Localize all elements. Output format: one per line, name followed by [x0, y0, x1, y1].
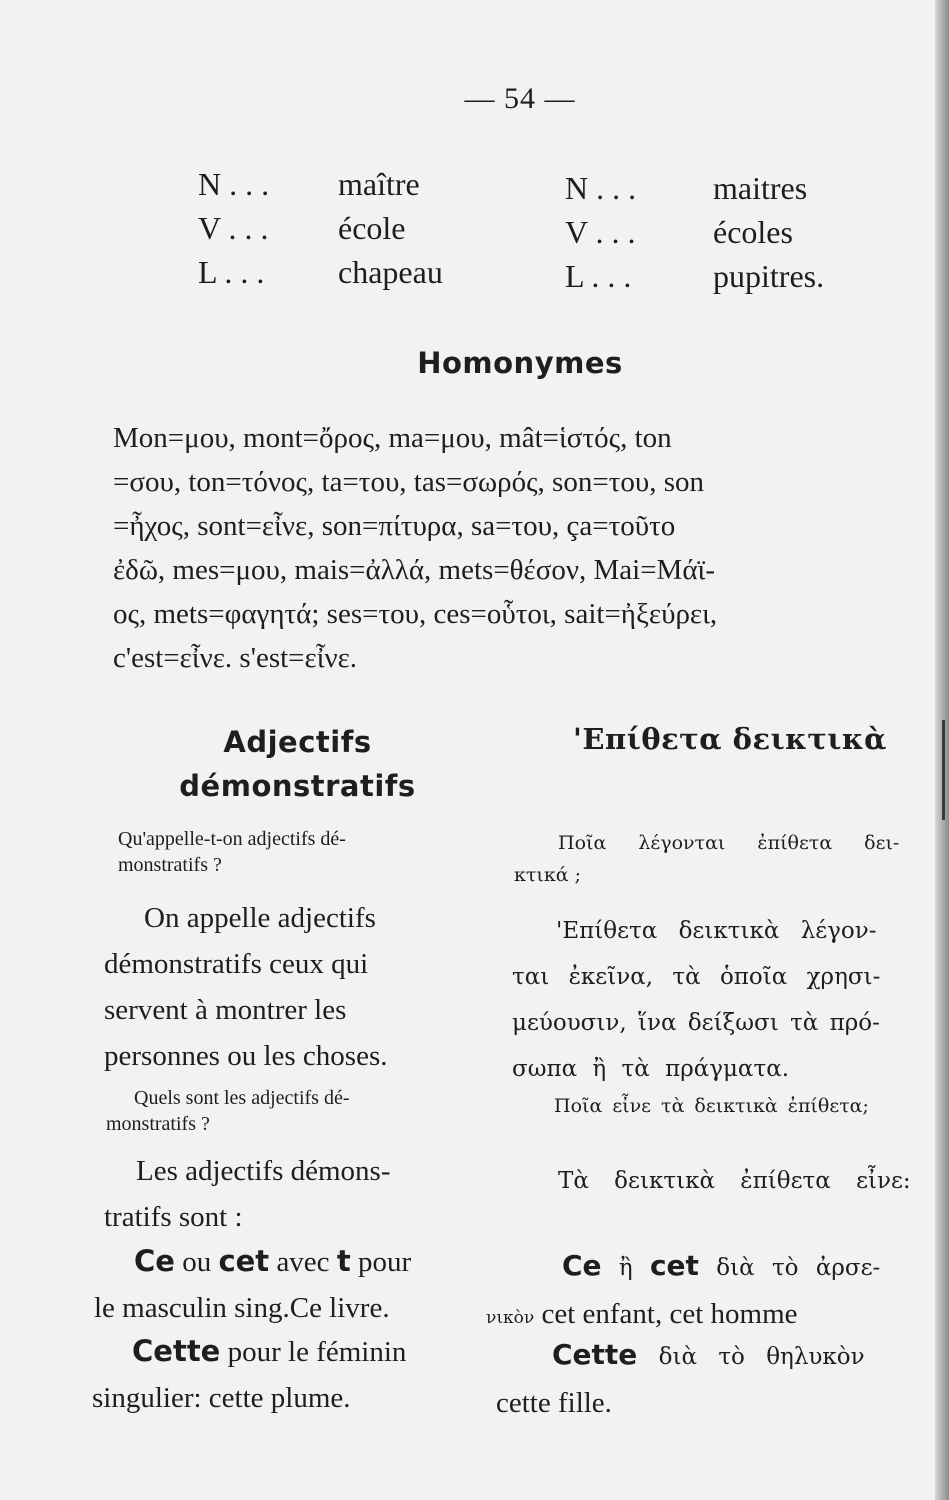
- homonymes-line: =σου, ton=τόνος, ta=του, tas=σωρός, son=του, son: [113, 466, 704, 498]
- question-line: Ποῖα λέγονται ἐπίθετα δει-: [558, 832, 900, 854]
- ce-cet-gr: [486, 1243, 881, 1341]
- homonymes-heading: Homonymes: [417, 346, 623, 380]
- question-line: Ποῖα εἶνε τὰ δεικτικὰ ἐπίθετα;: [554, 1095, 869, 1117]
- answer-1-fr: [104, 895, 388, 1079]
- cette-gr: [496, 1332, 865, 1426]
- declension-row: [198, 250, 443, 294]
- t-term: t: [336, 1244, 351, 1278]
- answer-line: tratifs sont :: [104, 1201, 243, 1233]
- case-label: L . . .: [198, 254, 265, 290]
- cette-line: singulier: cette plume.: [92, 1382, 351, 1414]
- answer-line: Τὰ δεικτικὰ ἐπίθετα εἶνε:: [558, 1168, 911, 1194]
- ce-text: ἢ: [601, 1255, 650, 1281]
- homonymes-line: ος, mets=φαγητά; ses=του, ces=οὗτοι, sait=ἠξεύρει,: [113, 598, 718, 630]
- declension-row: [565, 254, 824, 298]
- heading-line: démonstratifs: [179, 769, 416, 803]
- cette-text: διὰ τὸ θηλυκὸν: [637, 1344, 865, 1370]
- answer-line: μεύουσιν, ἵνα δείξωσι τὰ πρό-: [512, 1010, 880, 1036]
- ce-line: le masculin sing.Ce livre.: [94, 1292, 390, 1324]
- homonymes-line: =ἦχος, sont=εἶνε, son=πίτυρα, sa=του, ça=τοῦτο: [113, 510, 676, 542]
- answer-1-gr: [512, 908, 880, 1092]
- case-word: écoles: [713, 214, 793, 250]
- cette-line: [104, 1328, 406, 1375]
- ce-term: Ce: [562, 1249, 602, 1282]
- case-label: N . . .: [565, 170, 637, 206]
- answer-line: servent à montrer les: [104, 994, 347, 1026]
- question-line: monstratifs ?: [106, 1113, 210, 1135]
- case-word: pupitres.: [713, 258, 825, 294]
- question-2-fr: [106, 1085, 350, 1137]
- case-label: V . . .: [198, 210, 269, 246]
- case-label: L . . .: [565, 258, 632, 294]
- cette-term: Cette: [552, 1338, 638, 1371]
- declension-plural: [565, 166, 824, 298]
- homonymes-line: c'est=εἶνε. s'est=εἶνε.: [113, 642, 358, 674]
- answer-2-fr: [104, 1148, 390, 1240]
- cette-fr: [92, 1328, 407, 1421]
- case-word: chapeau: [338, 254, 443, 290]
- declension-singular: [198, 162, 443, 294]
- edge-mark: [942, 720, 945, 820]
- answer-line: Les adjectifs démons-: [136, 1155, 391, 1187]
- ce-cet-fr: [94, 1238, 412, 1331]
- homonymes-line: Mon=μου, mont=ὄρος, ma=μου, mât=ἱστός, ton: [113, 422, 672, 454]
- declension-row: [565, 210, 824, 254]
- ce-term: Ce: [134, 1244, 175, 1278]
- cette-text: pour le féminin: [220, 1336, 407, 1368]
- declension-row: [198, 162, 443, 206]
- adjectifs-heading-fr: [120, 720, 475, 808]
- ce-line: [104, 1238, 411, 1285]
- ce-text: avec: [269, 1246, 337, 1278]
- page-number: — 54 —: [464, 82, 576, 115]
- question-line: monstratifs ?: [118, 854, 222, 876]
- case-word: maître: [338, 166, 420, 202]
- cette-term: Cette: [132, 1334, 221, 1368]
- homonymes-paragraph: [113, 416, 929, 680]
- ce-line: [562, 1243, 880, 1291]
- answer-2-gr: [558, 1158, 911, 1204]
- answer-line: personnes ou les choses.: [104, 1040, 388, 1072]
- answer-line: 'Επίθετα δεικτικὰ λέγον-: [556, 918, 877, 944]
- question-2-gr: [554, 1093, 869, 1119]
- case-label: V . . .: [565, 214, 636, 250]
- ce-text: διὰ τὸ ἀρσε-: [698, 1255, 881, 1281]
- ce-text-gr: νικὸν: [486, 1308, 535, 1328]
- answer-line: démonstratifs ceux qui: [104, 948, 369, 980]
- cet-term: cet: [218, 1244, 270, 1278]
- answer-line: On appelle adjectifs: [144, 902, 376, 934]
- question-line: Quels sont les adjectifs dé-: [134, 1087, 350, 1109]
- adjectifs-heading-gr: 'Επίθετα δεικτικὰ: [573, 722, 887, 756]
- homonymes-line: ἐδῶ, mes=μου, mais=ἀλλά, mets=θέσον, Mai=Μάϊ-: [113, 554, 715, 586]
- answer-line: ται ἐκεῖνα, τὰ ὁποῖα χρησι-: [512, 964, 881, 990]
- cette-line: cette fille.: [496, 1387, 612, 1419]
- cette-line: [552, 1332, 865, 1380]
- answer-line: σωπα ἢ τὰ πράγματα.: [512, 1056, 790, 1082]
- case-label: N . . .: [198, 166, 270, 202]
- declension-row: [565, 166, 824, 210]
- ce-text: pour: [350, 1246, 412, 1278]
- ce-text: ou: [174, 1246, 219, 1278]
- case-word: maitres: [713, 170, 808, 206]
- question-1-fr: [118, 826, 346, 878]
- cet-term: cet: [649, 1249, 699, 1282]
- question-line: Qu'appelle-t-on adjectifs dé-: [118, 828, 346, 850]
- heading-line: Adjectifs: [223, 725, 372, 759]
- question-1-gr: [514, 830, 900, 888]
- ce-text-fr: cet enfant, cet homme: [534, 1298, 798, 1330]
- question-line: κτικά ;: [514, 864, 581, 886]
- case-word: école: [338, 210, 406, 246]
- declension-row: [198, 206, 443, 250]
